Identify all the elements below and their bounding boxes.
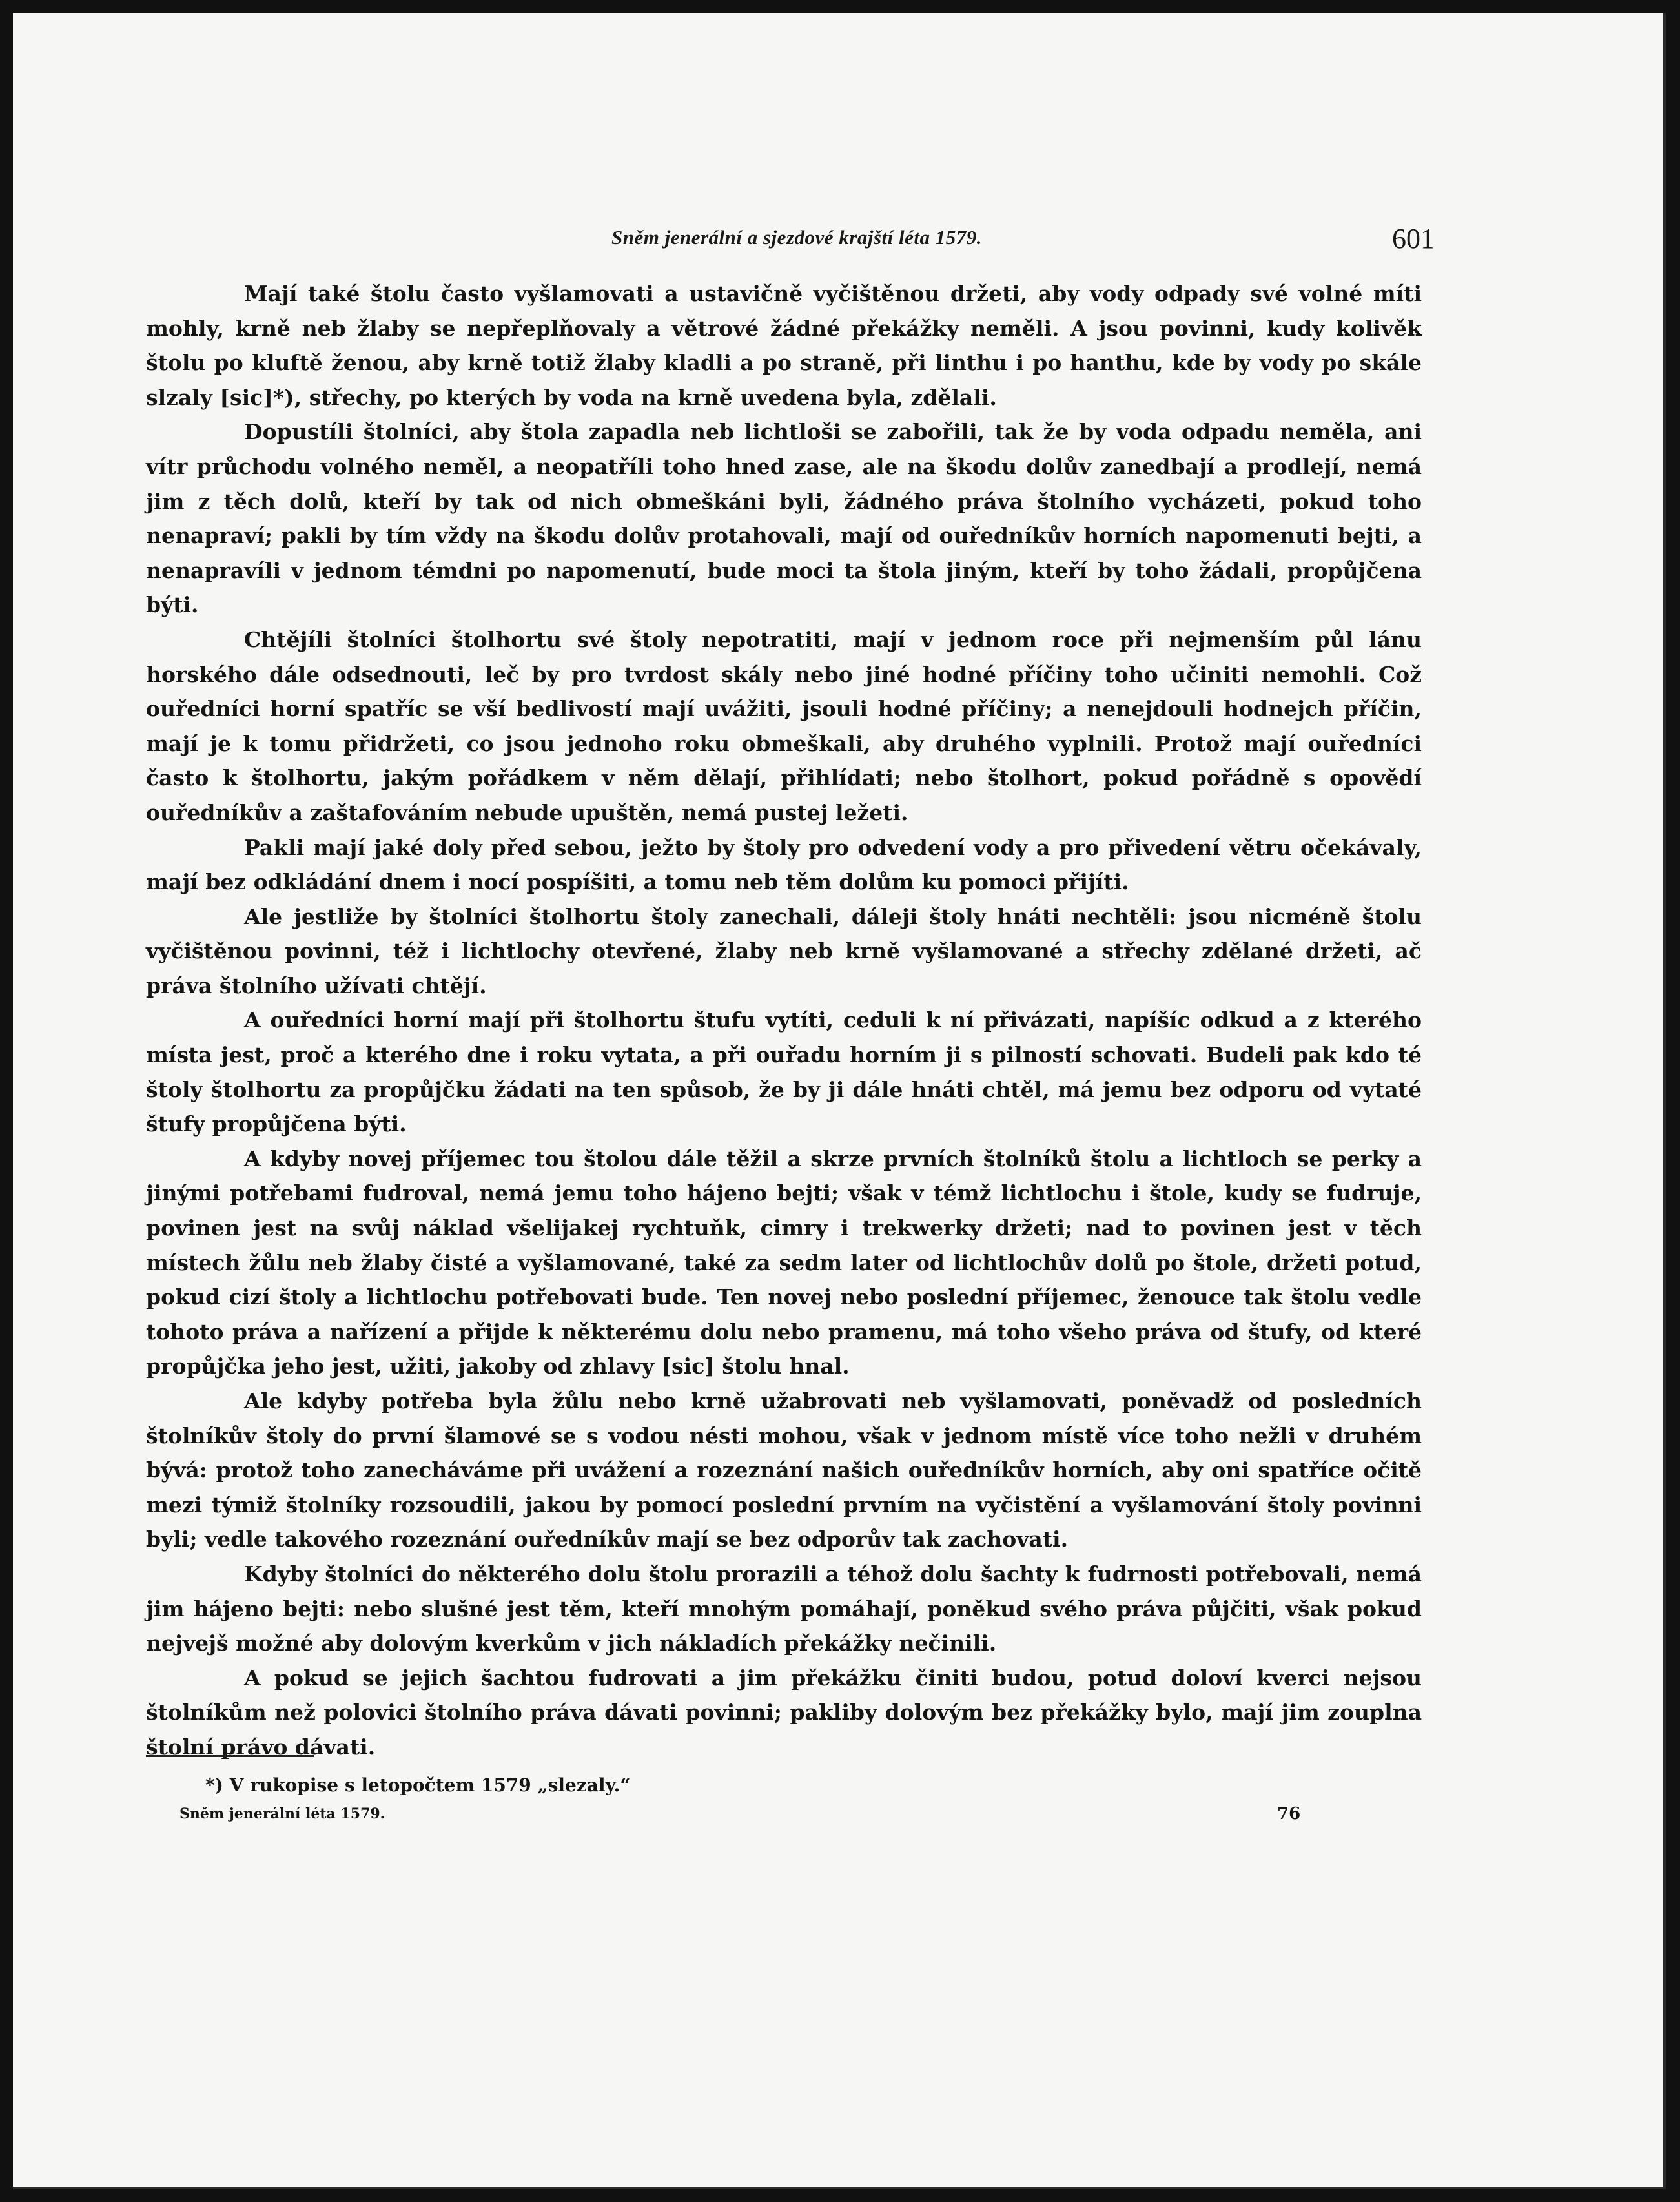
paragraph: A pokud se jejich šachtou fudrovati a jim překážku činiti budou, potud doloví kverci nejsou štolníkům než polovici štolního práva dávati povinni; pakliby dolovým bez překážky bylo, mají jim zouplna štolní právo dávati. bbox=[146, 1665, 1422, 1760]
body-text bbox=[146, 276, 1422, 1765]
paragraph: Chtějíli štolníci štolhortu své štoly nepotratiti, mají v jednom roce při nejmenším půl lánu horského dále odsednouti, leč by pro tvrdost skály nebo jiné hodné příčiny toho učiniti nemohli. Což ouředníci horní spatříc se vší bedlivostí mají uvážiti, jsouli hodné příčiny; a nenejdouli hodnejch příčin, mají je k tomu přidržeti, co jsou jednoho roku obmeškali, aby druhého vyplnili. Protož mají ouředníci často k štolhortu, jakým pořádkem v něm dělají, přihlídati; nebo štolhort, pokud pořádně s opovědí ouředníkův a zaštafováním nebude upuštěn, nemá pustej ležeti. bbox=[146, 626, 1422, 825]
paragraph: Ale kdyby potřeba byla žůlu nebo krně užabrovati neb vyšlamovati, poněvadž od posledních štolníkův štoly do první šlamové se s vodou nésti mohou, však v jednom místě více toho nežli v druhém bývá: protož toho zanecháváme při uvážení a rozeznání našich ouředníkův horních, aby oni spatříce očitě mezi týmiž štolníky rozsoudili, jakou by pomocí poslední prvním na vyčistění a vyšlamování štoly povinni byli; vedle takového rozeznání ouředníkův mají se bez odporův tak zachovati. bbox=[146, 1388, 1422, 1552]
footnote-divider bbox=[146, 1755, 314, 1757]
paragraph: Dopustíli štolníci, aby štola zapadla neb lichtloši se zabořili, tak že by voda odpadu neměla, ani vítr průchodu volného neměl, a neopatříli toho hned zase, ale na škodu dolův zanedbají a prodlejí, nemá jim z těch dolů, kteří by tak od nich obmeškáni byli, žádného práva štolního vycházeti, pokud toho nenapraví; pakli by tím vždy na škodu dolův protahovali, mají od ouředníkův horních napomenuti bejti, a nenapravíli v jednom témdni po napomenutí, bude moci ta štola jiným, kteří by toho žádali, propůjčena býti. bbox=[146, 419, 1422, 618]
paragraph: Pakli mají jaké doly před sebou, ježto by štoly pro odvedení vody a pro přivedení větru očekávaly, mají bez odkládání dnem i nocí pospíšiti, a tomu neb těm dolům ku pomoci přijíti. bbox=[146, 834, 1422, 895]
paragraph: Ale jestliže by štolníci štolhortu štoly zanechali, dáleji štoly hnáti nechtěli: jsou nicméně štolu vyčištěnou povinni, též i lichtlochy otevřené, žlaby neb krně vyšlamované a střechy zdělané držeti, ač práva štolního užívati chtějí. bbox=[146, 903, 1422, 998]
printer-signature: Sněm jenerální léta 1579. bbox=[179, 1806, 385, 1822]
footnote: *) V rukopise s letopočtem 1579 „slezaly.“ bbox=[205, 1775, 631, 1796]
page-header bbox=[159, 223, 1435, 265]
paragraph: Kdyby štolníci do některého dolu štolu prorazili a téhož dolu šachty k fudrnosti potřebovali, nemá jim hájeno bejti: nebo slušné jest těm, kteří mnohým pomáhají, poněkud svého práva půjčiti, však pokud nejvejš možné aby dolovým kverkům v jich nákladích překážky nečinili. bbox=[146, 1561, 1422, 1656]
page-number: 601 bbox=[1392, 223, 1435, 254]
running-title: Sněm jenerální a sjezdové krajští léta 1579. bbox=[611, 226, 982, 249]
sheet-number: 76 bbox=[1277, 1804, 1301, 1824]
paragraph: Mají také štolu často vyšlamovati a ustavičně vyčištěnou držeti, aby vody odpady své volné míti mohly, krně neb žlaby se nepřeplňovaly a větrové žádné překážky neměli. A jsou povinni, kudy kolivěk štolu po kluftě ženou, aby krně totiž žlaby kladli a po straně, při linthu i po hanthu, kde by vody po skále slzaly [sic]*), střechy, po kterých by voda na krně uvedena byla, zdělali. bbox=[146, 281, 1422, 410]
paragraph: A kdyby novej příjemec tou štolou dále těžil a skrze prvních štolníků štolu a lichtloch se perky a jinými potřebami fudroval, nemá jemu toho hájeno bejti; však v témž lichtlochu i štole, kudy se fudruje, povinen jest na svůj náklad všelijakej rychtuňk, cimry i trekwerky držeti; nad to povinen jest v těch místech žůlu neb žlaby čisté a vyšlamované, také za sedm later od lichtlochův dolů po štole, držeti potud, pokud cizí štoly a lichtlochu potřebovati bude. Ten novej nebo poslední příjemec, ženouce tak štolu vedle tohoto práva a nařízení a přijde k některému dolu nebo pramenu, má toho všeho práva od štufy, od které propůjčka jeho jest, užiti, jakoby od zhlavy [sic] štolu hnal. bbox=[146, 1146, 1422, 1379]
paragraph: A ouředníci horní mají při štolhortu štufu vytíti, ceduli k ní přivázati, napíšíc odkud a z kterého místa jest, proč a kterého dne i roku vytata, a při ouřadu horním ji s pilností schovati. Budeli pak kdo té štoly štolhortu za propůjčku žádati na ten spůsob, že by ji dále hnáti chtěl, má jemu bez odporu od vytaté štufy propůjčena býti. bbox=[146, 1007, 1422, 1137]
